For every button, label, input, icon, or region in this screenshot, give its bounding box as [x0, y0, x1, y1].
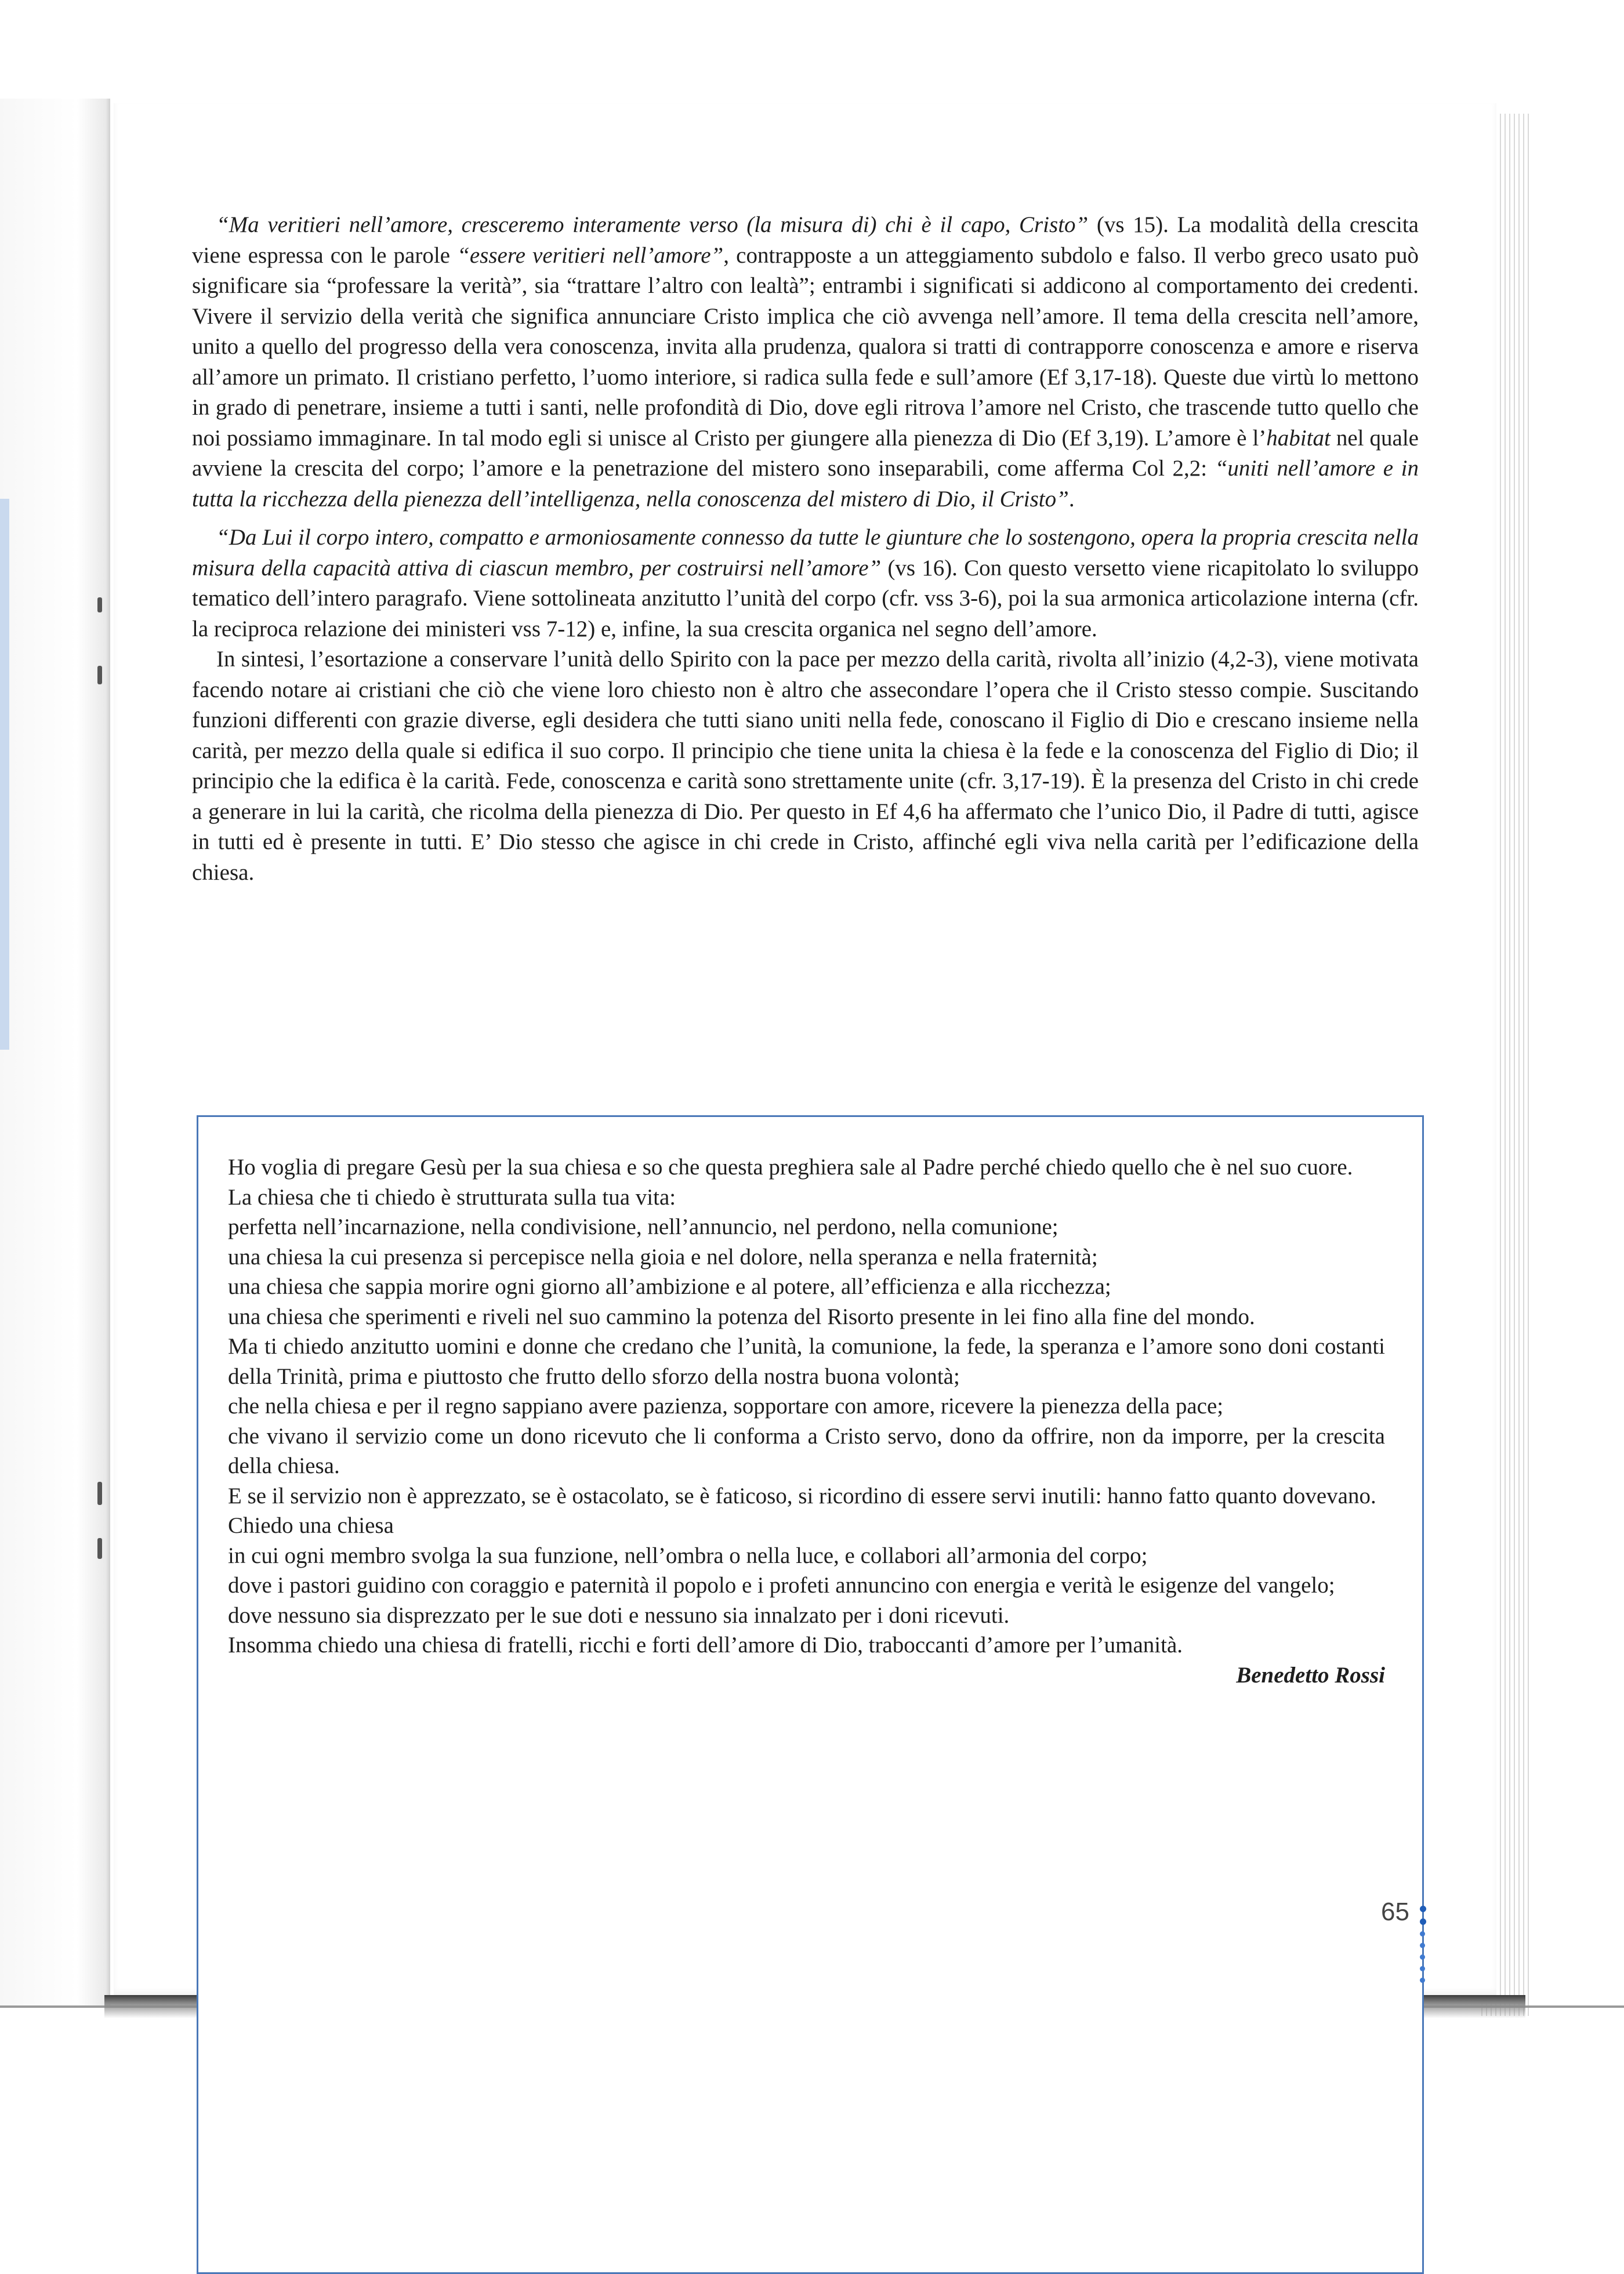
- binding-staple-mark: [97, 666, 102, 684]
- paragraph-1: [192, 210, 1419, 514]
- paragraph-text: , contrapposte a un atteggiamento subdolo e falso. Il verbo greco usato può significare sia “professare la verità”, sia “trattare l’altro con lealtà”; entrambi i significati si addicono al comportamento dei credenti. Vivere il servizio della verità che significa annunciare Cristo implica che ciò avvenga nell’amore. Il tema della crescita nell’amore, unito a quello del progresso della vera conoscenza, invita alla prudenza, qualora si tratti di contrapporre conoscenza e amore e riserva all’amore un primato. Il cristiano perfetto, l’uomo interiore, si radica sulla fede e sull’amore (Ef 3,17-18). Queste due virtù lo mettono in grado di penetrare, insieme a tutti i santi, nelle profondità di Dio, dove egli ritrova l’amore nel Cristo, che trascende tutto quello che noi possiamo immaginare. In tal modo egli si unisce al Cristo per giungere alla pienezza di Dio (Ef 3,19). L’amore è l’: [192, 242, 1419, 451]
- col-quote: “uniti nell’amore e in tutta la ricchezza della pienezza dell’intelligenza, nella conoscenza del mistero di Dio, il Cristo”: [192, 456, 1419, 512]
- prayer-line: Ho voglia di pregare Gesù per la sua chiesa e so che questa preghiera sale al Padre perché chiedo quello che è nel suo cuore.: [228, 1155, 1353, 1180]
- paragraph-text: .: [1068, 486, 1075, 512]
- prayer-line: La chiesa che ti chiedo è strutturata sulla tua vita:: [228, 1184, 676, 1210]
- prayer-line: che vivano il servizio come un dono ricevuto che li conforma a Cristo servo, dono da offrire, non da imporre, per la crescita della chiesa.: [228, 1423, 1385, 1478]
- prayer-line: Insomma chiedo una chiesa di fratelli, ricchi e forti dell’amore di Dio, traboccanti d’amore per l’umanità.: [228, 1633, 1183, 1658]
- paragraph-3: In sintesi, l’esortazione a conservare l’unità dello Spirito con la pace per mezzo della carità, rivolta all’inizio (4,2-3), viene motivata facendo notare ai cristiani che ciò che viene loro chiesto non è altro che assecondare l’opera che il Cristo stesso compie. Suscitando funzioni differenti con grazie diverse, egli desidera che tutti siano uniti nella fede, conoscano il Figlio di Dio e crescano insieme nella carità, per mezzo della quale si edifica il suo corpo. Il principio che tiene unita la chiesa è la fede e la conoscenza del Figlio di Dio; il principio che la edifica è la carità. Fede, conoscenza e carità sono strettamente unite (cfr. 3,17-19). È la presenza del Cristo in chi crede a generare in lui la carità, che ricolma della pienezza di Dio. Per questo in Ef 4,6 ha affermato che l’unico Dio, il Padre di tutti, agisce in tutti ed è presente in tutti. E’ Dio stesso che agisce in chi crede in Cristo, affinché egli viva nella carità per l’edificazione della chiesa.: [192, 647, 1419, 885]
- prayer-line: una chiesa la cui presenza si percepisce nella gioia e nel dolore, nella speranza e nella fraternità;: [228, 1244, 1098, 1270]
- prayer-line: una chiesa che sappia morire ogni giorno all’ambizione e al potere, all’efficienza e alla ricchezza;: [228, 1274, 1111, 1299]
- prayer-line: in cui ogni membro svolga la sua funzione, nell’ombra o nella luce, e collabori all’armonia del corpo;: [228, 1543, 1148, 1568]
- paragraph-text: nel quale avviene la crescita del corpo; l’amore e la penetrazione del mistero sono inseparabili, come afferma Col 2,2:: [192, 425, 1419, 481]
- decorative-dot: [1420, 1966, 1425, 1971]
- paragraph-text: (vs 16). Con questo versetto viene ricapitolato lo sviluppo tematico dell’intero paragrafo. Viene sottolineata anzitutto l’unità del corpo (cfr. vss 3-6), poi la sua armonica articolazione interna (cfr. la reciproca relazione dei ministeri vss 7-12) e, infine, la sua crescita organica nel segno dell’amore.: [192, 555, 1419, 641]
- prayer-line: una chiesa che sperimenti e riveli nel suo cammino la potenza del Risorto presente in lei fino alla fine del mondo.: [228, 1304, 1255, 1329]
- inline-quote: “essere veritieri nell’amore”: [457, 242, 724, 268]
- main-text: [192, 210, 1419, 888]
- prayer-line: che nella chiesa e per il regno sappiano avere pazienza, sopportare con amore, ricevere la pienezza della pace;: [228, 1394, 1224, 1419]
- decorative-dot: [1420, 1918, 1426, 1925]
- prayer-line: Chiedo una chiesa: [228, 1513, 394, 1538]
- prayer-line: perfetta nell’incarnazione, nella condivisione, nell’annuncio, nel perdono, nella comunione;: [228, 1214, 1058, 1239]
- prayer-text: [228, 1152, 1385, 1690]
- paragraph-2: [192, 523, 1419, 644]
- decorative-dot: [1420, 1943, 1425, 1948]
- decorative-dot: [1420, 1954, 1425, 1960]
- binding-staple-mark: [97, 1538, 102, 1559]
- italic-term: habitat: [1266, 425, 1331, 451]
- binding-staple-mark: [97, 1482, 102, 1505]
- prayer-line: E se il servizio non è apprezzato, se è ostacolato, se è faticoso, si ricordino di essere servi inutili: hanno fatto quanto dovevano.: [228, 1483, 1376, 1508]
- page-number-dots: [1420, 1906, 1426, 1989]
- decorative-dot: [1420, 1906, 1426, 1912]
- prayer-line: Ma ti chiedo anzitutto uomini e donne che credano che l’unità, la comunione, la fede, la speranza e l’amore sono doni costanti della Trinità, prima e piuttosto che frutto dello sforzo della nostra buona volontà;: [228, 1334, 1385, 1389]
- author-signature: Benedetto Rossi: [1236, 1662, 1385, 1688]
- facing-page-tab: [0, 499, 9, 1050]
- verse-15-quote: “Ma veritieri nell’amore, cresceremo interamente verso (la misura di) chi è il capo, Cristo”: [216, 212, 1089, 237]
- binding-staple-mark: [97, 597, 102, 612]
- prayer-line: dove i pastori guidino con coraggio e paternità il popolo e i profeti annuncino con energia e verità le esigenze del vangelo;: [228, 1573, 1335, 1598]
- prayer-line: dove nessuno sia disprezzato per le sue doti e nessuno sia innalzato per i doni ricevuti.: [228, 1602, 1010, 1628]
- paragraph-text: (vs 15). La modalità della crescita viene espressa con le parole: [192, 212, 1419, 268]
- page-number: 65: [1381, 1898, 1409, 1926]
- decorative-dot: [1420, 1978, 1425, 1983]
- verse-16-quote: “Da Lui il corpo intero, compatto e armoniosamente connesso da tutte le giunture che lo sostengono, opera la propria crescita nella misura della capacità attiva di ciascun membro, per costruirsi nell’amore”: [192, 525, 1419, 581]
- facing-page-edge: [0, 99, 110, 2007]
- decorative-dot: [1420, 1931, 1425, 1936]
